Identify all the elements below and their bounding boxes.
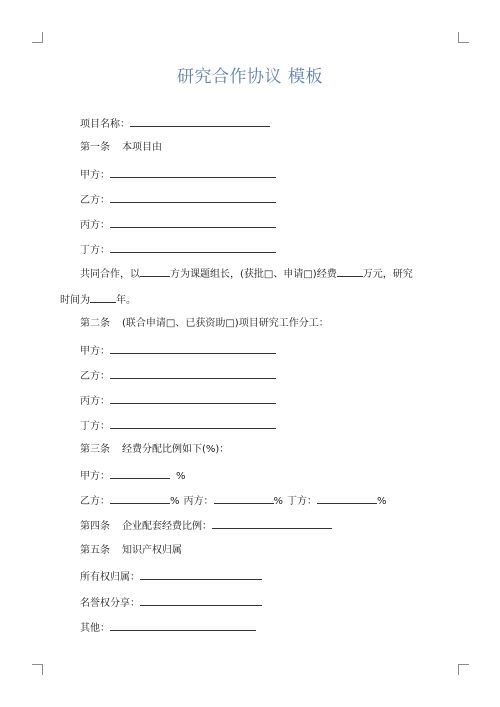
party-c-label: 丙方： xyxy=(80,396,110,407)
other-blank[interactable] xyxy=(110,620,256,631)
party-b-label: 乙方： xyxy=(80,496,110,507)
honor-label: 名誉权分享： xyxy=(80,598,140,609)
percent-sign: % xyxy=(170,496,180,507)
party-d-share-blank[interactable] xyxy=(317,493,377,504)
research-duration-line xyxy=(60,292,136,308)
article-2-heading xyxy=(80,317,329,331)
party-c-line-1 xyxy=(80,217,276,233)
leader-party-blank[interactable] xyxy=(140,266,170,277)
party-d-line-2 xyxy=(80,418,276,434)
article-3-title: 经费分配比例如下(%)： xyxy=(122,444,230,455)
party-a-line-2 xyxy=(80,343,276,359)
parties-bcd-share-line xyxy=(80,493,387,509)
article-5-number: 第五条 xyxy=(80,545,110,556)
ownership-line xyxy=(80,569,262,585)
party-c-task-blank[interactable] xyxy=(110,393,276,404)
joint-text-d: 时间为 xyxy=(60,295,90,306)
party-a-label: 甲方： xyxy=(80,346,110,357)
other-label: 其他： xyxy=(80,623,110,634)
enterprise-funding-ratio-blank[interactable] xyxy=(212,518,332,529)
party-a-task-blank[interactable] xyxy=(110,343,276,354)
funding-amount-blank[interactable] xyxy=(337,266,363,277)
joint-text-a: 共同合作，以 xyxy=(80,269,140,280)
crop-mark-top-right xyxy=(458,32,469,43)
party-a-share-blank[interactable] xyxy=(110,468,170,479)
project-name-blank[interactable] xyxy=(130,116,270,127)
article-1-number: 第一条 xyxy=(80,142,110,153)
party-c-line-2 xyxy=(80,393,276,409)
party-b-label: 乙方： xyxy=(80,195,110,206)
party-a-line-1 xyxy=(80,167,276,183)
party-a-blank[interactable] xyxy=(110,167,276,178)
article-1-title: 本项目由 xyxy=(122,142,162,153)
party-c-share-blank[interactable] xyxy=(214,493,274,504)
other-line xyxy=(80,620,256,636)
crop-mark-top-left xyxy=(32,32,43,43)
party-b-line-1 xyxy=(80,192,276,208)
joint-text-e: 年。 xyxy=(116,295,136,306)
percent-sign: % xyxy=(273,496,284,507)
article-4-number: 第四条 xyxy=(80,521,110,532)
joint-cooperation-line xyxy=(80,266,413,282)
crop-mark-bottom-right xyxy=(458,664,469,675)
party-b-task-blank[interactable] xyxy=(110,368,276,379)
article-3-number: 第三条 xyxy=(80,444,110,455)
party-b-blank[interactable] xyxy=(110,192,276,203)
project-name-line xyxy=(80,116,270,132)
duration-years-blank[interactable] xyxy=(90,292,116,303)
crop-mark-bottom-left xyxy=(32,664,43,675)
article-3-heading xyxy=(80,443,229,457)
article-2-title: (联合申请□、已获资助□)项目研究工作分工： xyxy=(122,318,329,329)
party-d-label: 丁方： xyxy=(80,245,110,256)
ownership-blank[interactable] xyxy=(140,569,262,580)
honor-blank[interactable] xyxy=(140,595,262,606)
party-d-line-1 xyxy=(80,242,276,258)
joint-text-c: 万元，研究 xyxy=(362,269,413,280)
article-4-heading xyxy=(80,518,332,534)
party-d-task-blank[interactable] xyxy=(110,418,276,429)
project-name-label: 项目名称： xyxy=(80,119,130,130)
party-a-label: 甲方： xyxy=(80,170,110,181)
party-a-label: 甲方： xyxy=(80,471,110,482)
party-c-blank[interactable] xyxy=(110,217,276,228)
percent-sign: % xyxy=(176,471,186,482)
party-d-label: 丁方： xyxy=(287,496,318,507)
honor-line xyxy=(80,595,262,611)
party-b-share-blank[interactable] xyxy=(110,493,170,504)
article-5-title: 知识产权归属 xyxy=(122,545,182,556)
party-c-label: 丙方： xyxy=(183,496,214,507)
party-d-blank[interactable] xyxy=(110,242,276,253)
article-1-heading xyxy=(80,141,162,155)
article-2-number: 第二条 xyxy=(80,318,110,329)
party-d-label: 丁方： xyxy=(80,421,110,432)
party-b-line-2 xyxy=(80,368,276,384)
party-c-label: 丙方： xyxy=(80,220,110,231)
article-5-heading xyxy=(80,544,182,558)
document-title: 研究合作协议 模板 xyxy=(177,67,323,87)
percent-sign: % xyxy=(377,496,387,507)
ownership-label: 所有权归属： xyxy=(80,572,140,583)
party-a-share-line xyxy=(80,468,186,484)
party-b-label: 乙方： xyxy=(80,371,110,382)
joint-text-b: 方为课题组长，(获批□、申请□)经费 xyxy=(170,269,337,280)
article-4-title: 企业配套经费比例： xyxy=(122,521,212,532)
